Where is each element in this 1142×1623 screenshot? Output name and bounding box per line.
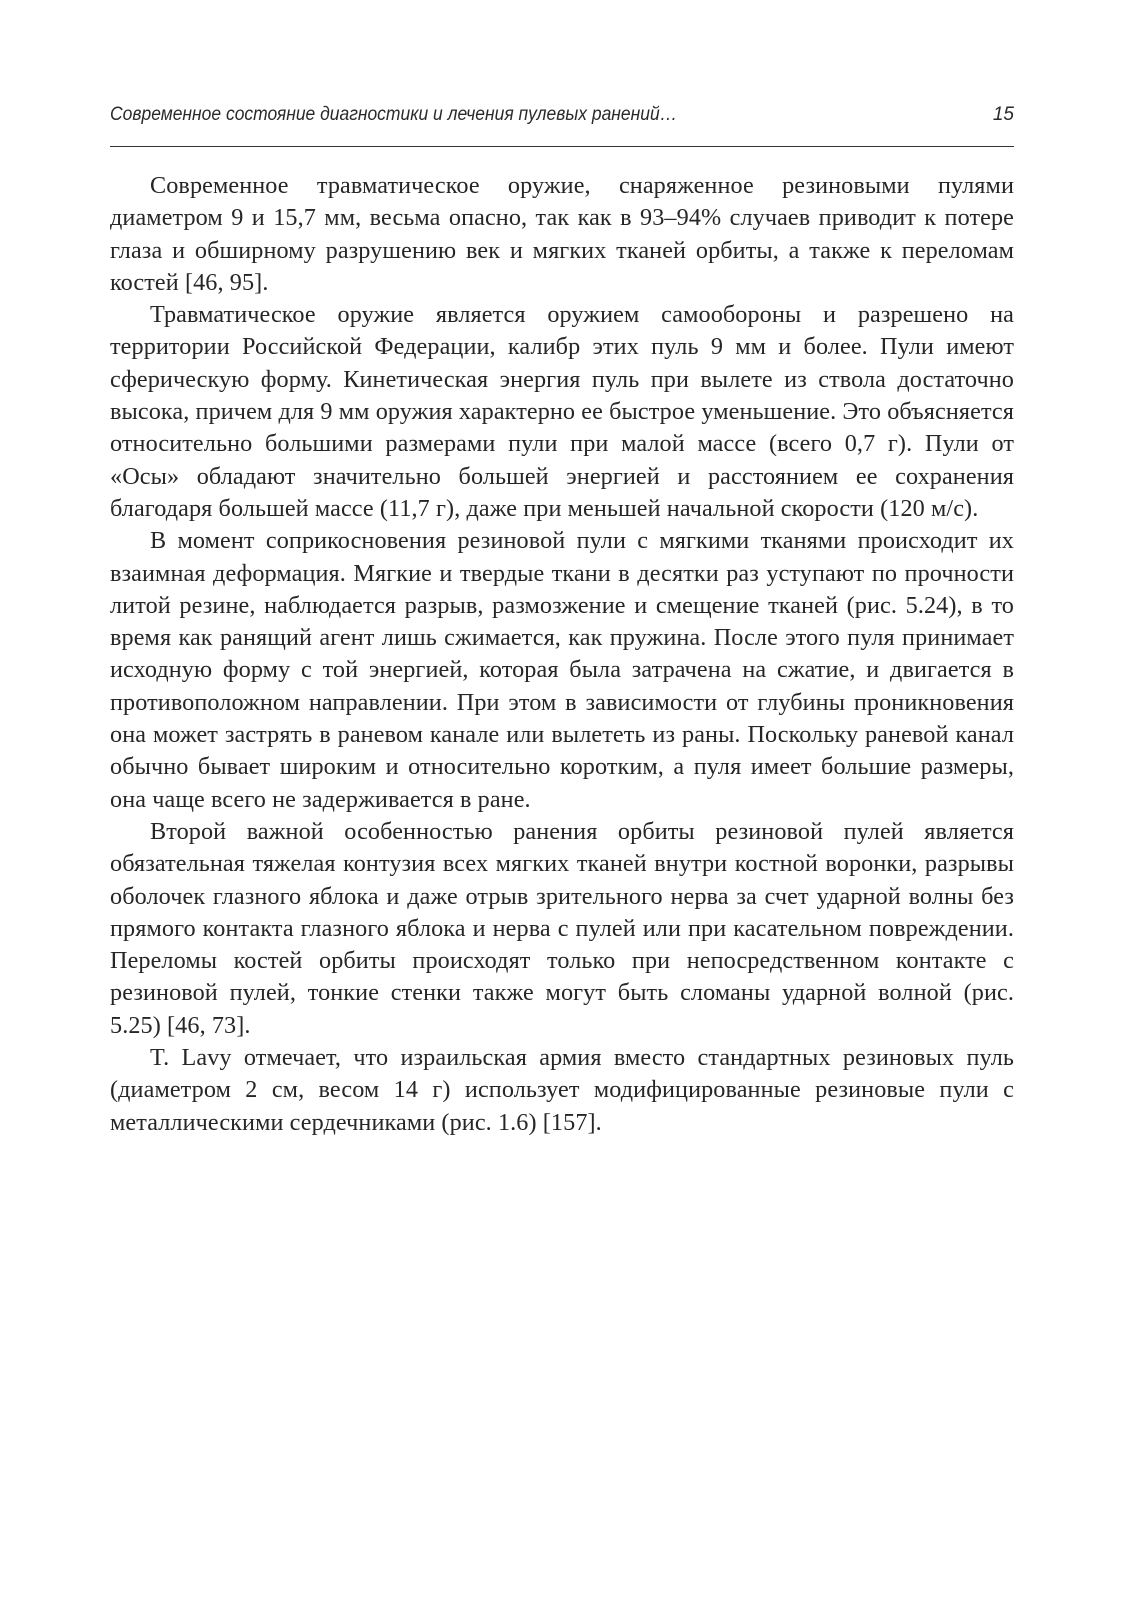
header-rule	[110, 146, 1014, 147]
paragraph: Травматическое оружие является оружием самообороны и разрешено на территории Российской Федерации, калибр этих пуль 9 мм и более. Пули имеют сферическую форму. Кинетическая энергия пуль при вылете из ствола достаточно высока, причем для 9 мм оружия характерно ее быстрое уменьшение. Это объясняется относительно большими размерами пули при малой массе (всего 0,7 г). Пули от «Осы» обладают значительно большей энергией и расстоянием ее сохранения благодаря большей массе (11,7 г), даже при меньшей начальной скорости (120 м/с).	[110, 301, 1014, 522]
paragraph: Второй важной особенностью ранения орбиты резиновой пулей является обязательная тяжелая контузия всех мягких тканей внутри костной воронки, разрывы оболочек глазного яблока и даже отрыв зрительного нерва за счет ударной волны без прямого контакта глазного яблока и нерва с пулей или при касательном повреждении. Переломы костей орбиты происходят только при непосредственном контакте с резиновой пулей, тонкие стенки также могут быть сломаны ударной волной (рис. 5.25) [46, 73].	[110, 817, 1014, 1039]
body-text	[110, 170, 1014, 1139]
running-head	[110, 104, 1014, 136]
page-number: 15	[992, 104, 1014, 125]
running-title: Современное состояние диагностики и лечения пулевых ранений…	[110, 104, 678, 125]
paragraph: Современное травматическое оружие, снаряженное резиновыми пулями диаметром 9 и 15,7 мм, весьма опасно, так как в 93–94% случаев приводит к потере глаза и обширному разрушению век и мягких тканей орбиты, а также к переломам костей [46, 95].	[110, 172, 1014, 296]
paragraph: T. Lavy отмечает, что израильская армия вместо стандартных резиновых пуль (диаметром 2 см, весом 14 г) использует модифицированные резиновые пули с металлическими сердечниками (рис. 1.6) [157].	[110, 1044, 1014, 1136]
paragraph: В момент соприкосновения резиновой пули с мягкими тканями происходит их взаимная деформация. Мягкие и твердые ткани в десятки раз уступают по прочности литой резине, наблюдается разрыв, размозжение и смещение тканей (рис. 5.24), в то время как ранящий агент лишь сжимается, как пружина. После этого пуля принимает исходную форму с той энергией, которая была затрачена на сжатие, и двигается в противоположном направлении. При этом в зависимости от глубины проникновения она может застрять в раневом канале или вылететь из раны. Поскольку раневой канал обычно бывает широким и относительно коротким, а пуля имеет большие размеры, она чаще всего не задерживается в ране.	[110, 527, 1014, 813]
